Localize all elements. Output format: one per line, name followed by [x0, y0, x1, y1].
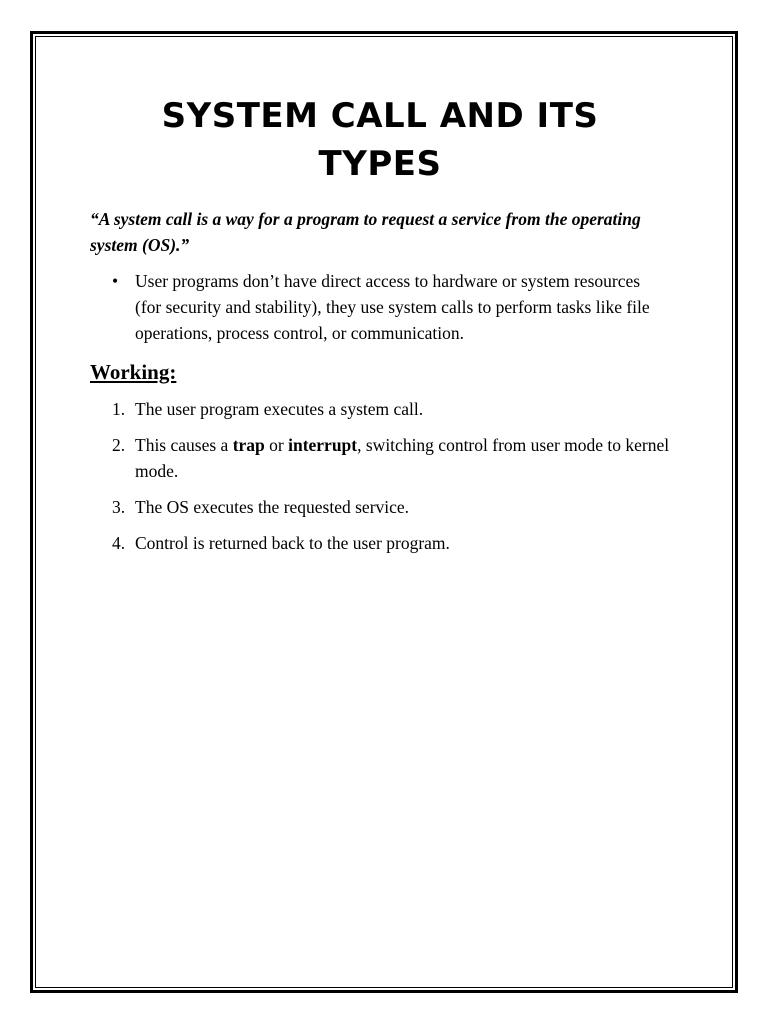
step-text-after: , switching control from user mode to kernel mode.: [135, 435, 670, 481]
working-heading: Working:: [90, 360, 177, 384]
step-number: 1.: [112, 399, 126, 419]
step-text: Control is returned back to the user program.: [135, 533, 450, 553]
step-text: The OS executes the requested service.: [135, 497, 410, 517]
title-line-1: SYSTEM CALL AND ITS: [161, 96, 599, 136]
steps-list: [90, 396, 670, 556]
step-bold-interrupt: interrupt: [288, 435, 358, 455]
step-text-middle: or: [264, 435, 289, 455]
step-number: 4.: [112, 533, 126, 553]
step-item: [90, 530, 670, 556]
step-item: [90, 396, 670, 422]
bullet-marker: •: [112, 271, 119, 291]
step-item: [90, 494, 670, 520]
title-line-2: TYPES: [318, 144, 442, 184]
step-number: 3.: [112, 497, 126, 517]
page-title: [90, 92, 670, 188]
definition-quote: “A system call is a way for a program to request a service from the operating system (OS).”: [90, 209, 641, 255]
step-text: The user program executes a system call.: [135, 399, 424, 419]
step-number: 2.: [112, 435, 126, 455]
document-content: [90, 92, 670, 566]
bullet-item: [90, 268, 670, 346]
step-item: [90, 432, 670, 484]
step-bold-trap: trap: [232, 435, 265, 455]
bullet-list: [90, 268, 670, 346]
step-text-before: This causes a: [135, 435, 233, 455]
bullet-text: User programs don’t have direct access to hardware or system resources (for security and stability), they use system calls to perform tasks like file operations, process control, or communication.: [135, 271, 650, 343]
